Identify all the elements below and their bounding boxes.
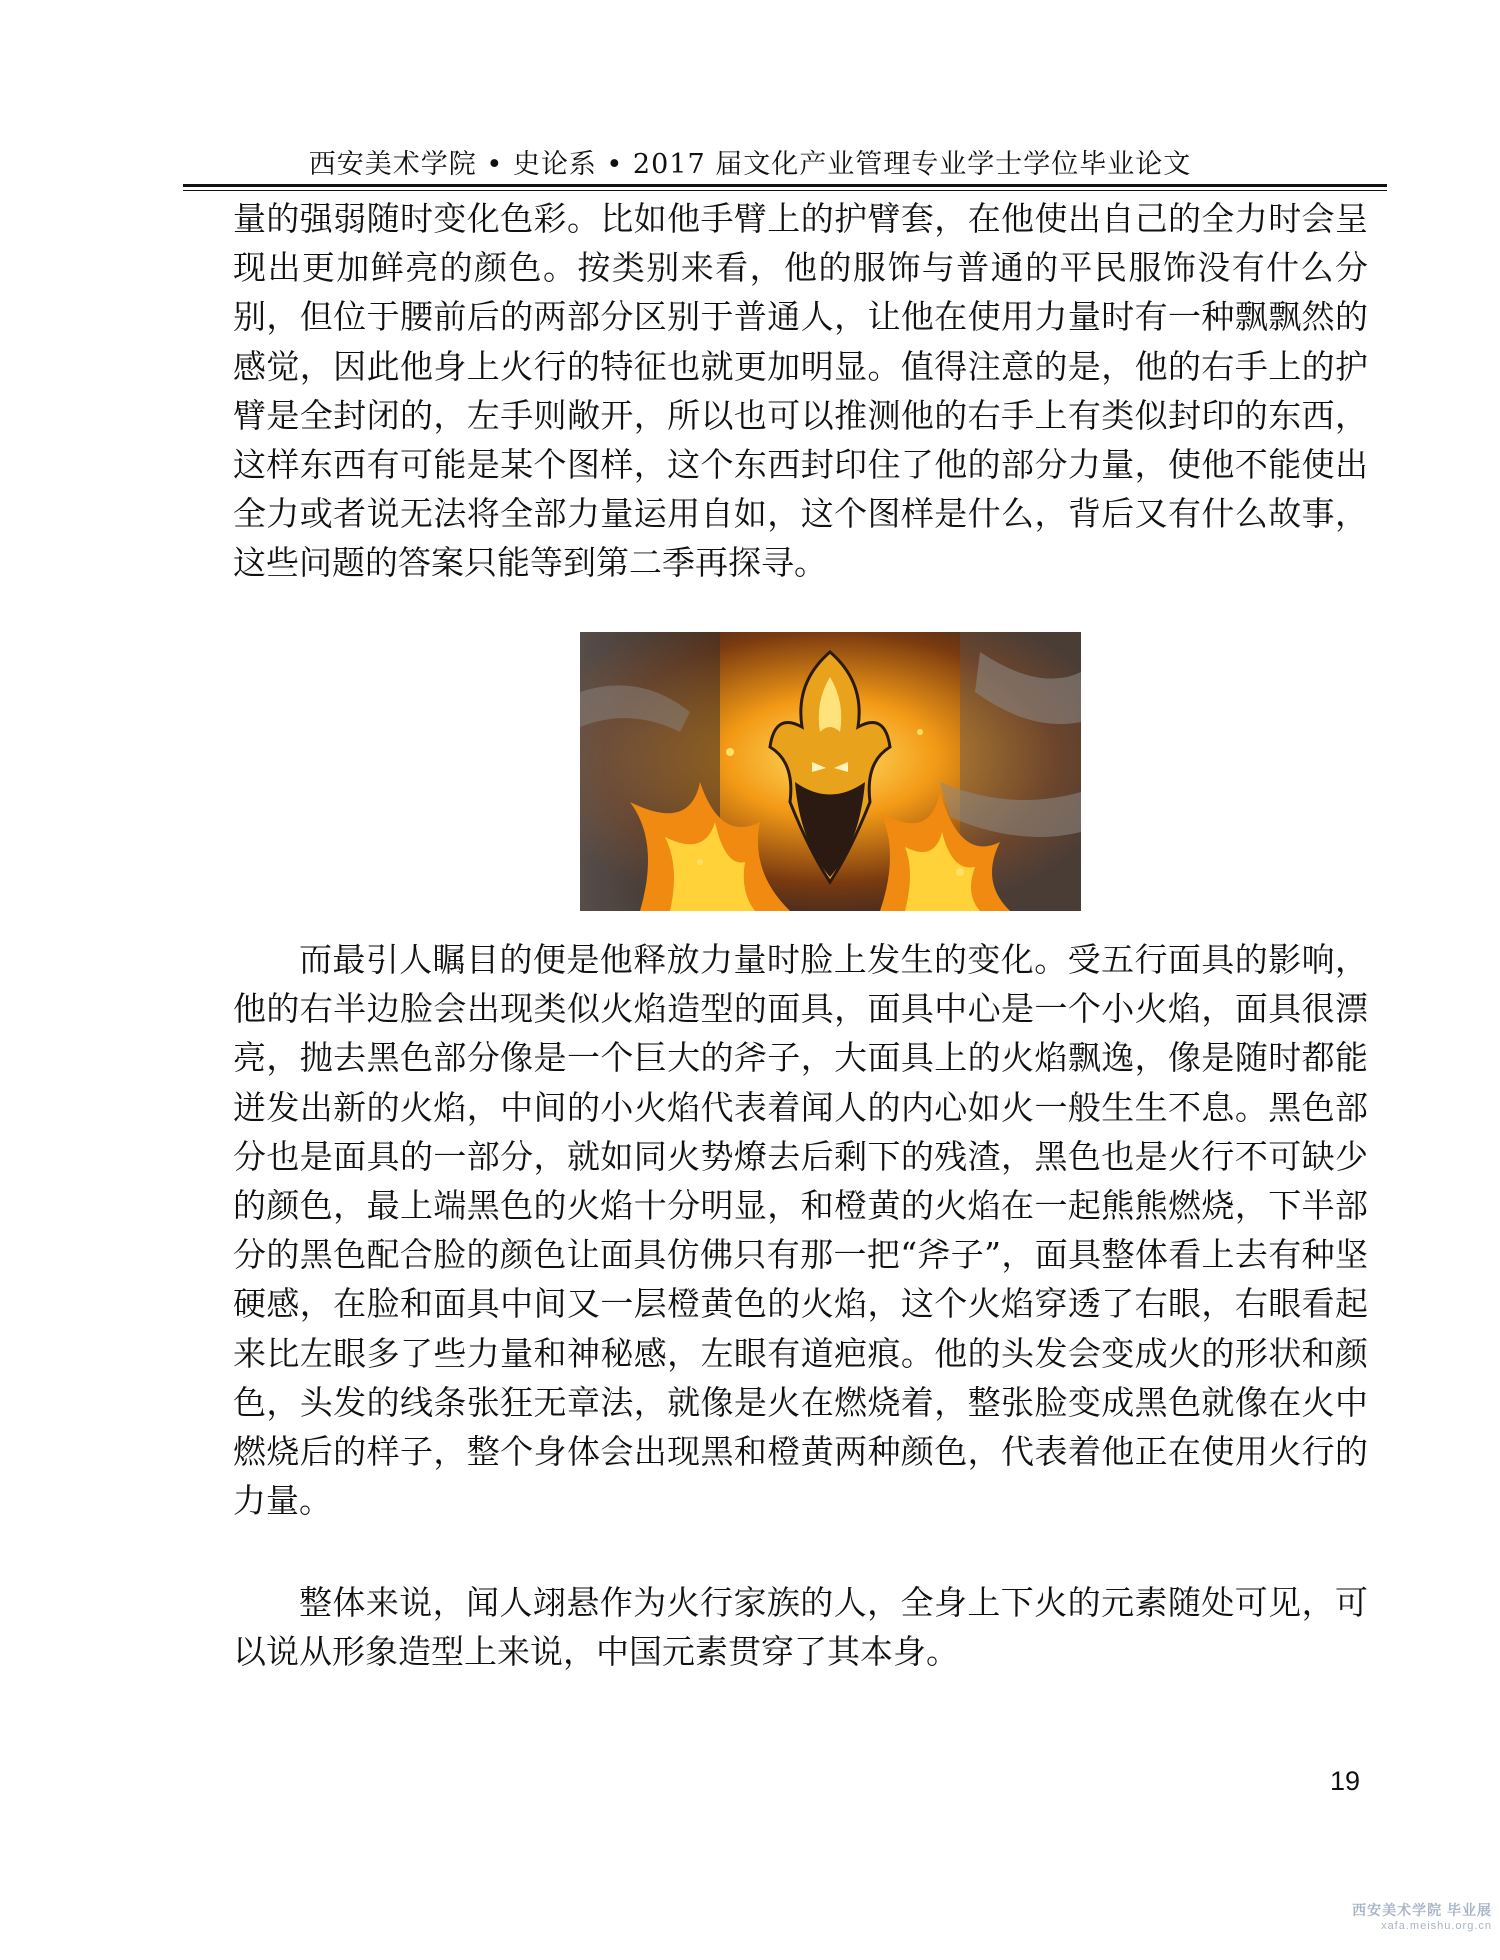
- header-rule-thick: [183, 184, 1387, 187]
- body-paragraph-3: [233, 1578, 1368, 1676]
- page-header: 西安美术学院 • 史论系 • 2017 届文化产业管理专业学士学位毕业论文: [308, 149, 1192, 180]
- watermark-url: xafa.meishu.org.cn: [1381, 1920, 1492, 1932]
- page-number: 19: [1330, 1766, 1361, 1796]
- watermark-title: 西安美术学院 毕业展: [1352, 1902, 1492, 1918]
- paragraph-text: 而最引人瞩目的便是他释放力量时脸上发生的变化。受五行面具的影响，他的右半边脸会出现类似火焰造型的面具，面具中心是一个小火焰，面具很漂亮，抛去黑色部分像是一个巨大的斧子，大面具上的火焰飘逸，像是随时都能迸发出新的火焰，中间的小火焰代表着闻人的内心如火一般生生不息。黑色部分也是面具的一部分，就如同火势燎去后剩下的残渣，黑色也是火行不可缺少的颜色，最上端黑色的火焰十分明显，和橙黄的火焰在一起熊熊燃烧，下半部分的黑色配合脸的颜色让面具仿佛只有那一把“斧子”，面具整体看上去有种坚硬感，在脸和面具中间又一层橙黄色的火焰，这个火焰穿透了右眼，右眼看起来比左眼多了些力量和神秘感，左眼有道疤痕。他的头发会变成火的形状和颜色，头发的线条张狂无章法，就像是火在燃烧着，整张脸变成黑色就像在火中燃烧后的样子，整个身体会出现黑和橙黄两种颜色，代表着他正在使用火行的力量。: [233, 940, 1368, 1521]
- paragraph-text: 量的强弱随时变化色彩。比如他手臂上的护臂套，在他使出自己的全力时会呈现出更加鲜亮的颜色。按类别来看，他的服饰与普通的平民服饰没有什么分别，但位于腰前后的两部分区别于普通人，让他在使用力量时有一种飘飘然的感觉，因此他身上火行的特征也就更加明显。值得注意的是，他的右手上的护臂是全封闭的，左手则敞开，所以也可以推测他的右手上有类似封印的东西，这样东西有可能是某个图样，这个东西封印住了他的部分力量，使他不能使出全力或者说无法将全部力量运用自如，这个图样是什么，背后又有什么故事，这些问题的答案只能等到第二季再探寻。: [233, 199, 1368, 583]
- flame-mask-illustration: [580, 632, 1081, 911]
- header-rule-thin: [183, 190, 1387, 191]
- paragraph-text: 整体来说，闻人翊悬作为火行家族的人，全身上下火的元素随处可见，可以说从形象造型上来说，中国元素贯穿了其本身。: [233, 1583, 1368, 1672]
- body-paragraph-2: [233, 935, 1368, 1525]
- body-paragraph-1: [233, 194, 1368, 588]
- flame-mask-figure: [580, 632, 1081, 911]
- site-watermark: [1332, 1900, 1492, 1932]
